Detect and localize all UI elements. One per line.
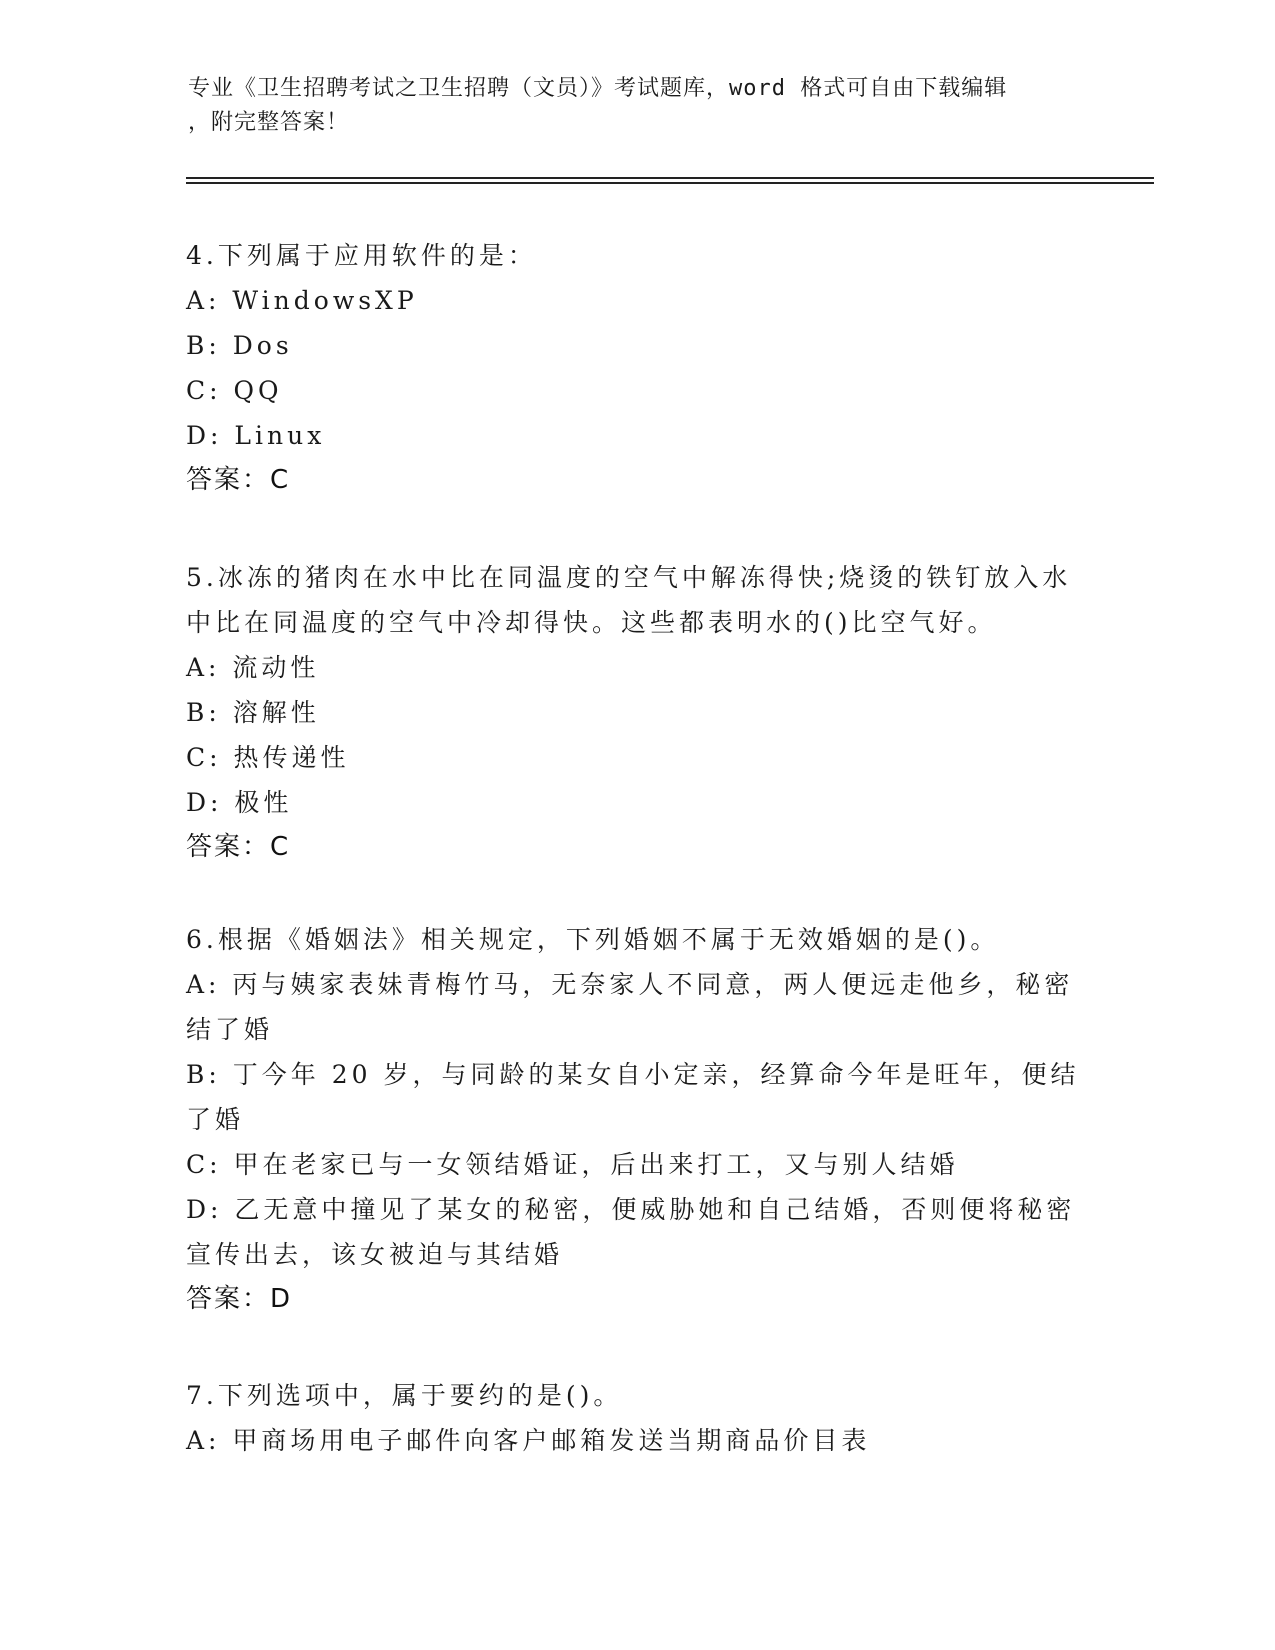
header-line-2: ，附完整答案！ [188, 110, 350, 135]
header-line-1: 专业《卫生招聘考试之卫生招聘（文员）》考试题库，word 格式可自由下载编辑 [188, 76, 1008, 101]
option-b: B: Dos [186, 331, 293, 360]
answer-line: 答案：D [186, 1284, 293, 1314]
option-c: C: 甲在老家已与一女领结婚证，后出来打工，又与别人结婚 [186, 1150, 959, 1179]
option-a: A: 丙与姨家表妹青梅竹马，无奈家人不同意，两人便远走他乡，秘密结了婚 [186, 970, 1074, 1044]
question-stem: 6.根据《婚姻法》相关规定，下列婚姻不属于无效婚姻的是()。 [186, 925, 1000, 954]
option-d: D: 乙无意中撞见了某女的秘密，便威胁她和自己结婚，否则便将秘密宣传出去，该女被迫与其结婚 [186, 1195, 1076, 1269]
question-7 [186, 1373, 1086, 1463]
option-c: C: 热传递性 [186, 743, 350, 772]
document-header [188, 72, 1068, 140]
answer-line: 答案：C [186, 465, 291, 495]
question-stem: 4.下列属于应用软件的是： [186, 241, 537, 270]
question-stem: 5.冰冻的猪肉在水中比在同温度的空气中解冻得快;烧烫的铁钉放入水中比在同温度的空气中冷却得快。这些都表明水的()比空气好。 [186, 563, 1072, 637]
option-a: A: 流动性 [186, 653, 320, 682]
option-d: D: 极性 [186, 788, 293, 817]
header-divider-top [186, 177, 1154, 179]
question-5 [186, 555, 1086, 870]
option-b: B: 丁今年 20 岁，与同龄的某女自小定亲，经算命今年是旺年，便结了婚 [186, 1060, 1080, 1134]
question-6 [186, 917, 1086, 1322]
question-stem: 7.下列选项中，属于要约的是()。 [186, 1381, 623, 1410]
option-c: C: QQ [186, 376, 283, 405]
answer-line: 答案：C [186, 832, 291, 862]
option-a: A: 甲商场用电子邮件向客户邮箱发送当期商品价目表 [186, 1426, 871, 1455]
question-4 [186, 233, 1086, 503]
option-d: D: Linux [186, 421, 326, 450]
option-a: A: WindowsXP [186, 286, 418, 315]
option-b: B: 溶解性 [186, 698, 320, 727]
header-divider-bottom [186, 182, 1154, 184]
